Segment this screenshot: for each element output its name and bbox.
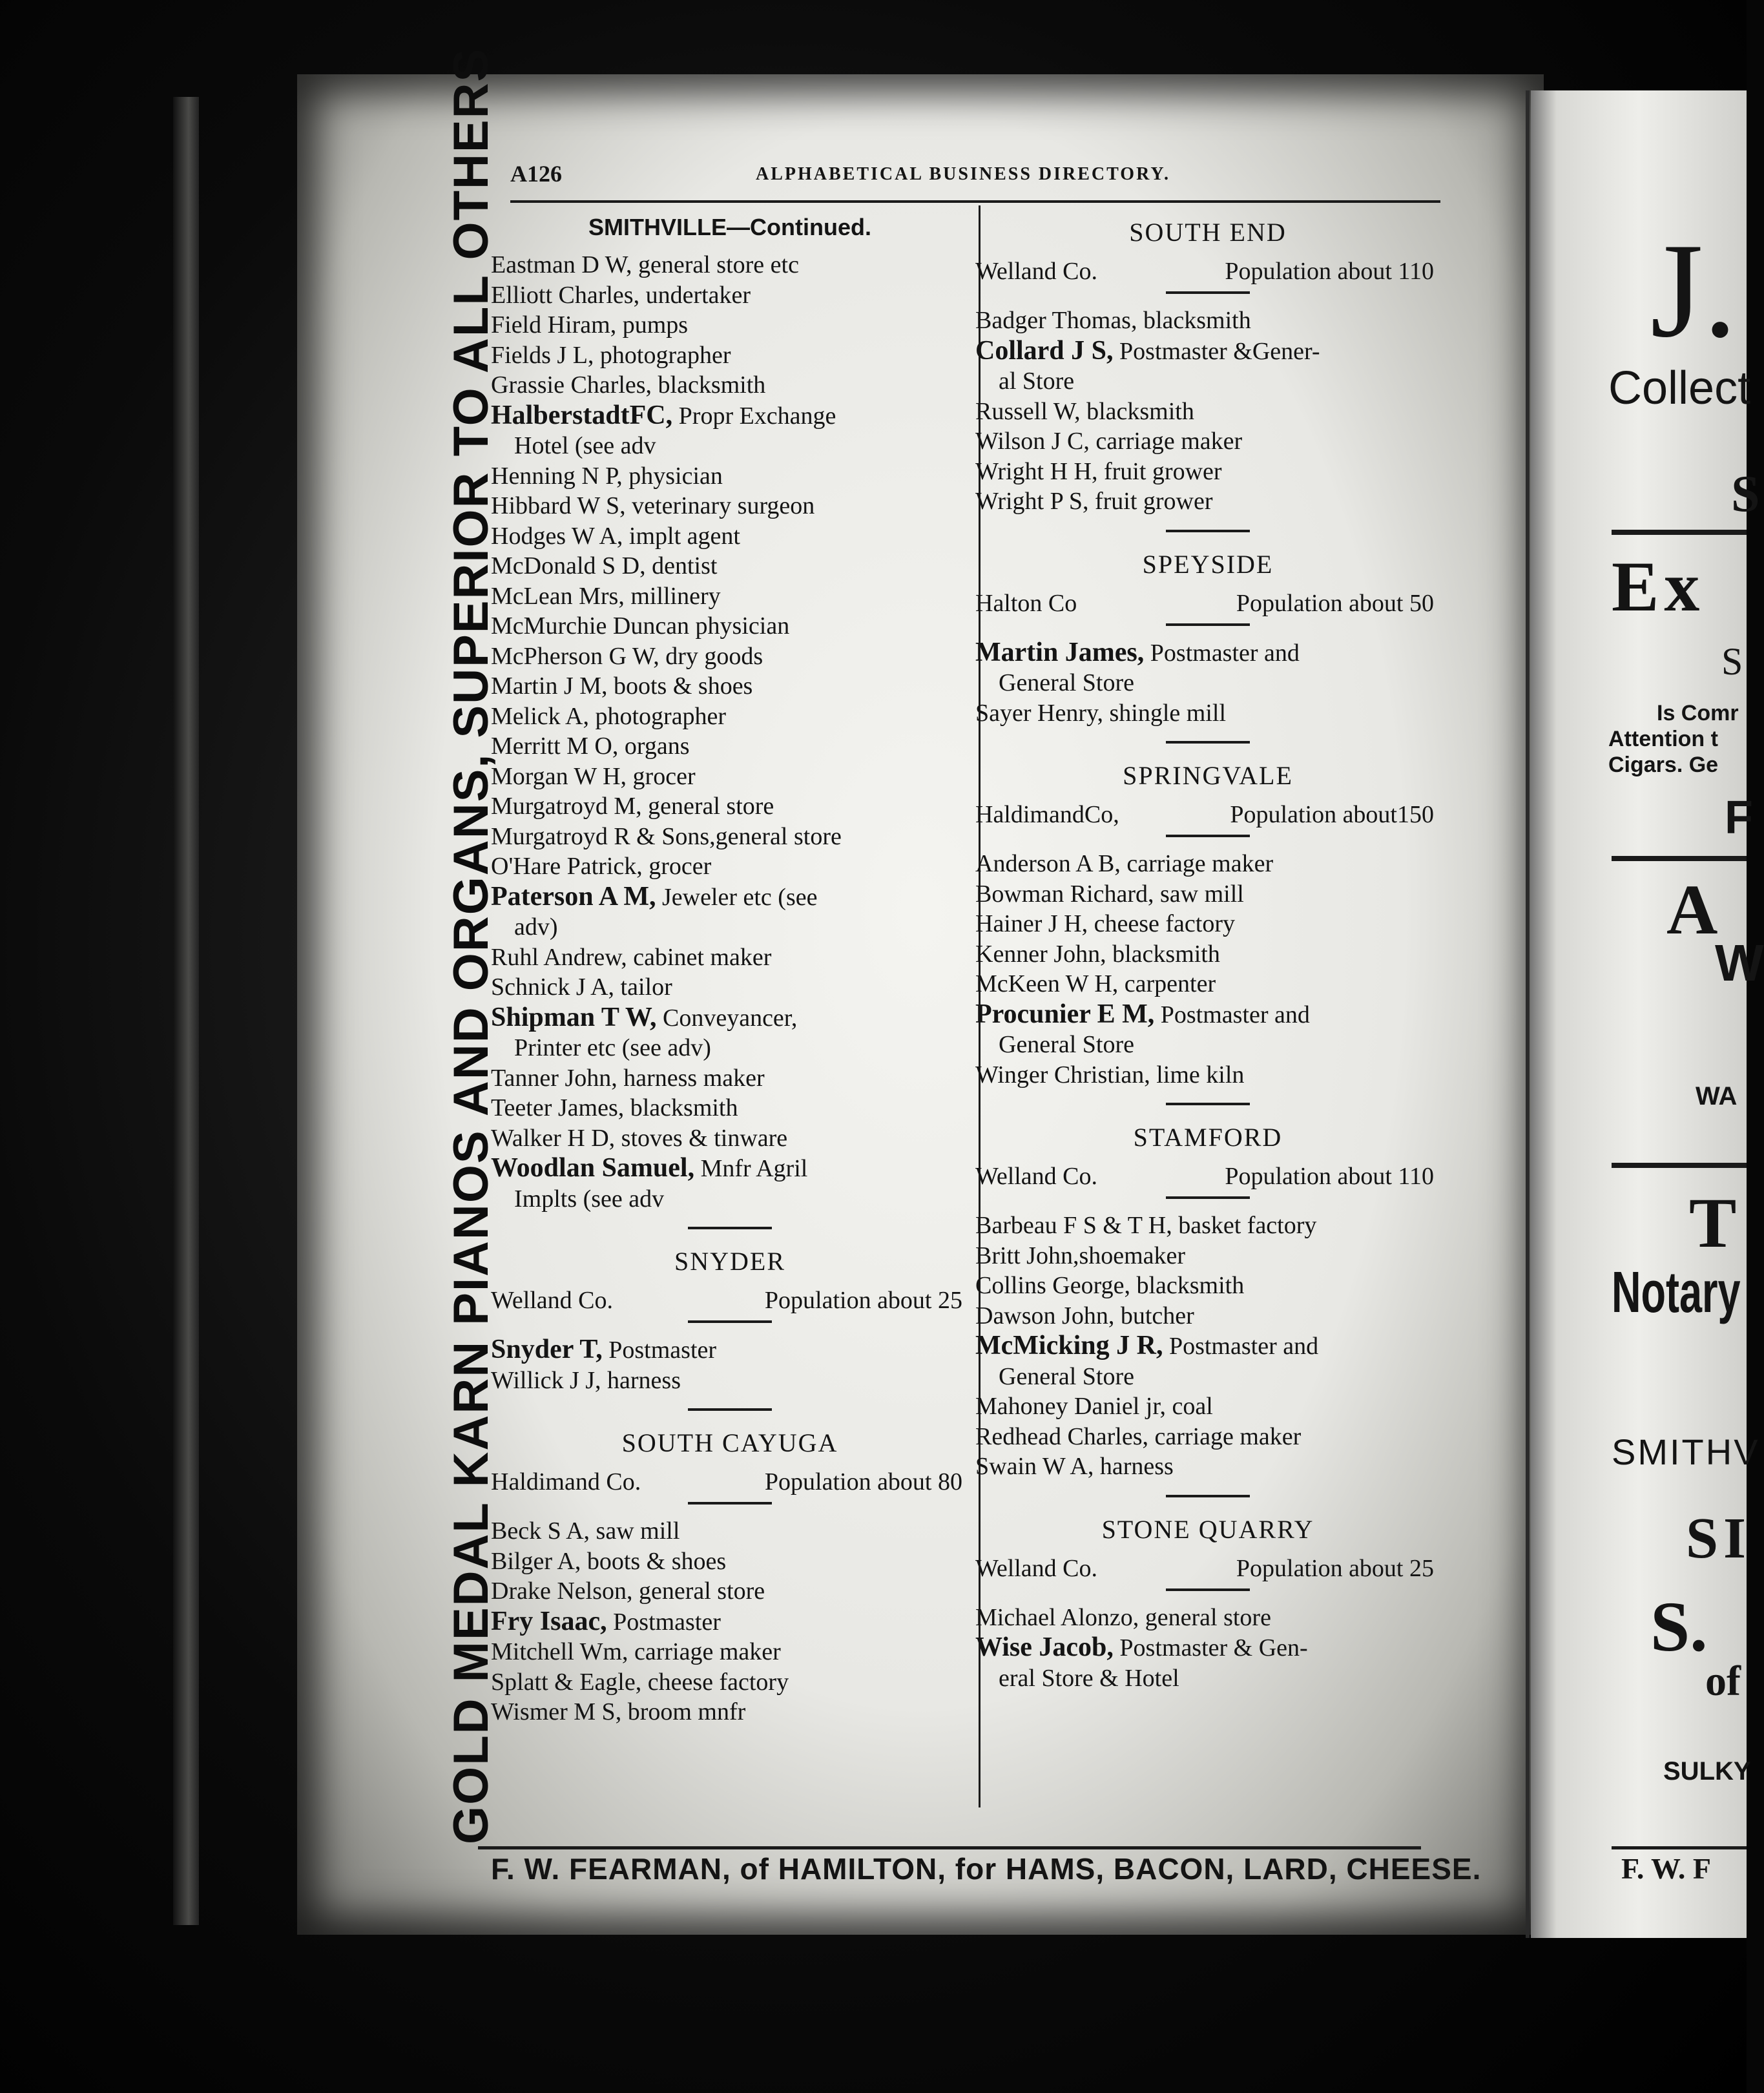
entry-name: Paterson A M, — [491, 881, 656, 911]
population: Population about 80 — [764, 1468, 962, 1495]
directory-entry — [491, 401, 969, 461]
section-rule — [688, 1227, 772, 1229]
section-rule — [1166, 291, 1250, 294]
entry-continuation: General Store — [999, 1031, 1134, 1058]
south-end-entries — [975, 306, 1440, 517]
population: Population about 25 — [1236, 1554, 1434, 1582]
directory-entry — [975, 1331, 1440, 1391]
entry-detail: Propr Exchange — [672, 402, 836, 430]
directory-entry: Morgan W H, grocer — [491, 762, 696, 790]
entry-name: Shipman T W, — [491, 1002, 657, 1032]
county: Welland Co. — [975, 1554, 1098, 1582]
entry-detail: Conveyancer, — [656, 1004, 798, 1032]
section-title-stamford: STAMFORD — [1133, 1123, 1283, 1152]
facing-fragment: WA — [1696, 1082, 1738, 1110]
entry-detail: Postmaster & Gen- — [1113, 1634, 1308, 1661]
directory-entry: Grassie Charles, blacksmith — [491, 371, 766, 399]
directory-entry — [491, 1003, 969, 1063]
facing-fragment: Is Comr — [1657, 701, 1739, 725]
page-gutter — [1526, 90, 1530, 1938]
directory-entry: McPherson G W, dry goods — [491, 642, 763, 670]
directory-entry: Beck S A, saw mill — [491, 1517, 680, 1545]
stamford-entries — [975, 1211, 1440, 1482]
directory-entry: Winger Christian, lime kiln — [975, 1061, 1245, 1088]
directory-entry: McDonald S D, dentist — [491, 552, 718, 579]
population: Population about 50 — [1236, 589, 1434, 617]
facing-rule — [1612, 1846, 1747, 1849]
population-line — [975, 1161, 1440, 1191]
directory-entry: Wismer M S, broom mnfr — [491, 1698, 746, 1725]
facing-rule — [1612, 1163, 1747, 1168]
entry-detail: Jeweler etc (see — [656, 883, 818, 911]
county: Haldimand Co. — [491, 1468, 641, 1495]
directory-entry: Martin J M, boots & shoes — [491, 672, 753, 700]
entry-continuation: al Store — [999, 368, 1075, 395]
directory-entry: Henning N P, physician — [491, 462, 723, 490]
entry-detail: Postmaster and — [1144, 639, 1300, 667]
section-rule — [1166, 835, 1250, 837]
directory-entry: Hibbard W S, veterinary surgeon — [491, 492, 815, 519]
snyder-entries — [491, 1335, 969, 1395]
book-edge — [173, 97, 199, 1925]
section-title-south-cayuga: SOUTH CAYUGA — [621, 1428, 838, 1457]
entry-name: HalberstadtFC, — [491, 400, 673, 430]
facing-rule — [1612, 856, 1747, 861]
directory-entry: Collins George, blacksmith — [975, 1272, 1245, 1299]
facing-fragment: SULKY — [1663, 1757, 1751, 1786]
directory-entry: Field Hiram, pumps — [491, 311, 689, 338]
entry-detail: Postmaster — [602, 1337, 717, 1364]
facing-fragment: S. — [1650, 1587, 1708, 1666]
directory-entry — [975, 336, 1440, 397]
directory-entry: Badger Thomas, blacksmith — [975, 307, 1251, 334]
footer-advertisement: F. W. FEARMAN, of HAMILTON, for HAMS, BACON, LARD, CHEESE. — [491, 1852, 1482, 1886]
entry-name: Fry Isaac, — [491, 1606, 607, 1636]
facing-fragment: Cigars. Ge — [1608, 753, 1719, 777]
section-rule — [1166, 1196, 1250, 1199]
section-rule — [688, 1408, 772, 1411]
directory-entry: Merritt M O, organs — [491, 733, 690, 760]
entry-continuation: eral Store & Hotel — [999, 1664, 1179, 1692]
directory-entry: McLean Mrs, millinery — [491, 582, 721, 610]
facing-fragment: Ex — [1612, 547, 1705, 626]
facing-fragment: F. W. F — [1621, 1852, 1711, 1885]
population-line — [975, 1554, 1440, 1583]
section-rule — [1166, 1103, 1250, 1105]
directory-entry: Sayer Henry, shingle mill — [975, 699, 1227, 727]
population: Population about 25 — [764, 1287, 962, 1314]
section-rule — [688, 1320, 772, 1323]
section-rule — [1166, 530, 1250, 532]
directory-entry — [491, 882, 969, 942]
facing-fragment: S — [1721, 640, 1743, 683]
directory-entry: Barbeau F S & T H, basket factory — [975, 1212, 1317, 1239]
directory-entry: Wilson J C, carriage maker — [975, 428, 1243, 455]
directory-entry — [975, 638, 1440, 698]
section-title-springvale: SPRINGVALE — [1123, 761, 1293, 790]
directory-entry: Hodges W A, implt agent — [491, 522, 740, 550]
facing-fragment: SI — [1686, 1506, 1752, 1570]
running-head: ALPHABETICAL BUSINESS DIRECTORY. — [756, 164, 1170, 184]
entry-detail: Postmaster and — [1163, 1333, 1319, 1360]
entry-continuation: General Store — [999, 1362, 1134, 1390]
county: Welland Co. — [491, 1287, 614, 1314]
directory-entry — [491, 1335, 969, 1366]
section-title-south-end: SOUTH END — [1129, 218, 1287, 247]
section-title-speyside: SPEYSIDE — [1142, 549, 1274, 579]
population-line — [975, 588, 1440, 618]
county: HaldimandCo, — [975, 801, 1119, 828]
directory-entry: Mitchell Wm, carriage maker — [491, 1638, 781, 1665]
section-title-smithville: SMITHVILLE—Continued. — [588, 214, 871, 240]
directory-entry: Michael Alonzo, general store — [975, 1603, 1271, 1631]
facing-fragment: T — [1689, 1183, 1737, 1262]
directory-entry: Drake Nelson, general store — [491, 1578, 765, 1605]
directory-entry: Bilger A, boots & shoes — [491, 1547, 727, 1575]
directory-entry: Teeter James, blacksmith — [491, 1094, 738, 1121]
stone-quarry-entries — [975, 1603, 1440, 1694]
right-column — [975, 213, 1440, 1693]
directory-entry: Eastman D W, general store etc — [491, 251, 799, 278]
directory-entry: Wright P S, fruit grower — [975, 488, 1213, 515]
directory-entry: Melick A, photographer — [491, 702, 727, 730]
page-number: A126 — [510, 161, 562, 187]
entry-name: Martin James, — [975, 637, 1145, 667]
facing-fragment: S — [1731, 466, 1760, 523]
entry-name: McMicking J R, — [975, 1331, 1163, 1360]
directory-entry: Wright H H, fruit grower — [975, 457, 1222, 485]
directory-entry: Schnick J A, tailor — [491, 974, 672, 1001]
directory-entry: Mahoney Daniel jr, coal — [975, 1393, 1213, 1420]
entry-continuation: General Store — [999, 669, 1134, 696]
directory-entry: Dawson John, butcher — [975, 1302, 1194, 1329]
entry-name: Woodlan Samuel, — [491, 1153, 695, 1183]
directory-entry: Ruhl Andrew, cabinet maker — [491, 943, 772, 971]
directory-entry: Splatt & Eagle, cheese factory — [491, 1668, 789, 1696]
directory-entry: McKeen W H, carpenter — [975, 970, 1216, 997]
south-cayuga-entries — [491, 1516, 969, 1727]
section-title-snyder: SNYDER — [674, 1247, 786, 1276]
directory-entry — [975, 1632, 1440, 1693]
side-advertisement: GOLD MEDAL KARN PIANOS AND ORGANS, SUPERIOR TO ALL OTHERS — [444, 47, 499, 1844]
entry-detail: Postmaster &Gener- — [1113, 337, 1320, 365]
springvale-entries — [975, 849, 1440, 1090]
section-title-stone-quarry: STONE QUARRY — [1101, 1514, 1314, 1544]
section-rule — [1166, 741, 1250, 744]
facing-fragment: J. — [1650, 216, 1738, 366]
directory-entry: Anderson A B, carriage maker — [975, 850, 1274, 877]
directory-entry: Walker H D, stoves & tinware — [491, 1124, 788, 1152]
section-rule — [688, 1502, 772, 1505]
directory-entry — [491, 1607, 969, 1638]
directory-entry: Willick J J, harness — [491, 1366, 681, 1394]
entry-name: Wise Jacob, — [975, 1632, 1114, 1662]
population: Population about 110 — [1225, 1163, 1434, 1190]
entry-detail: Postmaster and — [1154, 1001, 1310, 1028]
directory-entry: McMurchie Duncan physician — [491, 612, 790, 640]
county: Welland Co. — [975, 1163, 1098, 1190]
facing-fragment: Collect — [1608, 362, 1751, 414]
directory-entry: Murgatroyd R & Sons,general store — [491, 822, 842, 850]
entry-continuation: Implts (see adv — [514, 1185, 665, 1213]
population: Population about 110 — [1225, 258, 1434, 285]
facing-fragment: W — [1715, 934, 1764, 992]
header-rule — [510, 200, 1440, 203]
facing-fragment: of — [1705, 1658, 1741, 1705]
footer-rule — [478, 1846, 1421, 1849]
directory-entry: Russell W, blacksmith — [975, 397, 1194, 425]
section-rule — [1166, 1495, 1250, 1497]
directory-entry — [491, 1153, 969, 1214]
smithville-entries — [491, 250, 969, 1214]
facing-rule — [1612, 530, 1747, 535]
facing-fragment: Attention t — [1608, 727, 1718, 751]
entry-name: Procunier E M, — [975, 999, 1155, 1029]
directory-entry: Murgatroyd M, general store — [491, 793, 774, 820]
population-line — [491, 1467, 969, 1497]
directory-entry: Redhead Charles, carriage maker — [975, 1422, 1302, 1450]
section-rule — [1166, 1588, 1250, 1591]
entry-continuation: Printer etc (see adv) — [514, 1034, 711, 1061]
section-rule — [1166, 623, 1250, 626]
page-header — [510, 160, 1440, 186]
population-line — [491, 1286, 969, 1315]
county: Welland Co. — [975, 258, 1098, 285]
speyside-entries — [975, 638, 1440, 729]
directory-entry: Elliott Charles, undertaker — [491, 281, 751, 309]
directory-entry: Bowman Richard, saw mill — [975, 880, 1244, 908]
facing-fragment: SMITHV — [1612, 1432, 1760, 1472]
entry-continuation: Hotel (see adv — [514, 432, 656, 459]
facing-fragment: A — [1666, 870, 1718, 949]
directory-entry: Tanner John, harness maker — [491, 1064, 765, 1092]
directory-entry — [975, 999, 1440, 1060]
population-line — [975, 800, 1440, 829]
entry-name: Snyder T, — [491, 1335, 603, 1364]
entry-detail: Postmaster — [607, 1608, 721, 1636]
entry-continuation: adv) — [514, 913, 558, 941]
facing-fragment: F — [1725, 792, 1753, 844]
directory-entry: O'Hare Patrick, grocer — [491, 853, 712, 880]
entry-name: Collard J S, — [975, 335, 1114, 366]
county: Halton Co — [975, 589, 1077, 617]
left-column — [491, 210, 969, 1727]
directory-entry: Fields J L, photographer — [491, 341, 731, 369]
directory-entry: Kenner John, blacksmith — [975, 940, 1220, 968]
directory-entry: Swain W A, harness — [975, 1453, 1174, 1480]
population: Population about150 — [1230, 801, 1434, 828]
facing-fragment: Notary — [1612, 1260, 1741, 1325]
directory-entry: Hainer J H, cheese factory — [975, 910, 1235, 937]
directory-entry: Britt John,shoemaker — [975, 1242, 1186, 1269]
population-line — [975, 256, 1440, 286]
entry-detail: Mnfr Agril — [694, 1155, 808, 1182]
